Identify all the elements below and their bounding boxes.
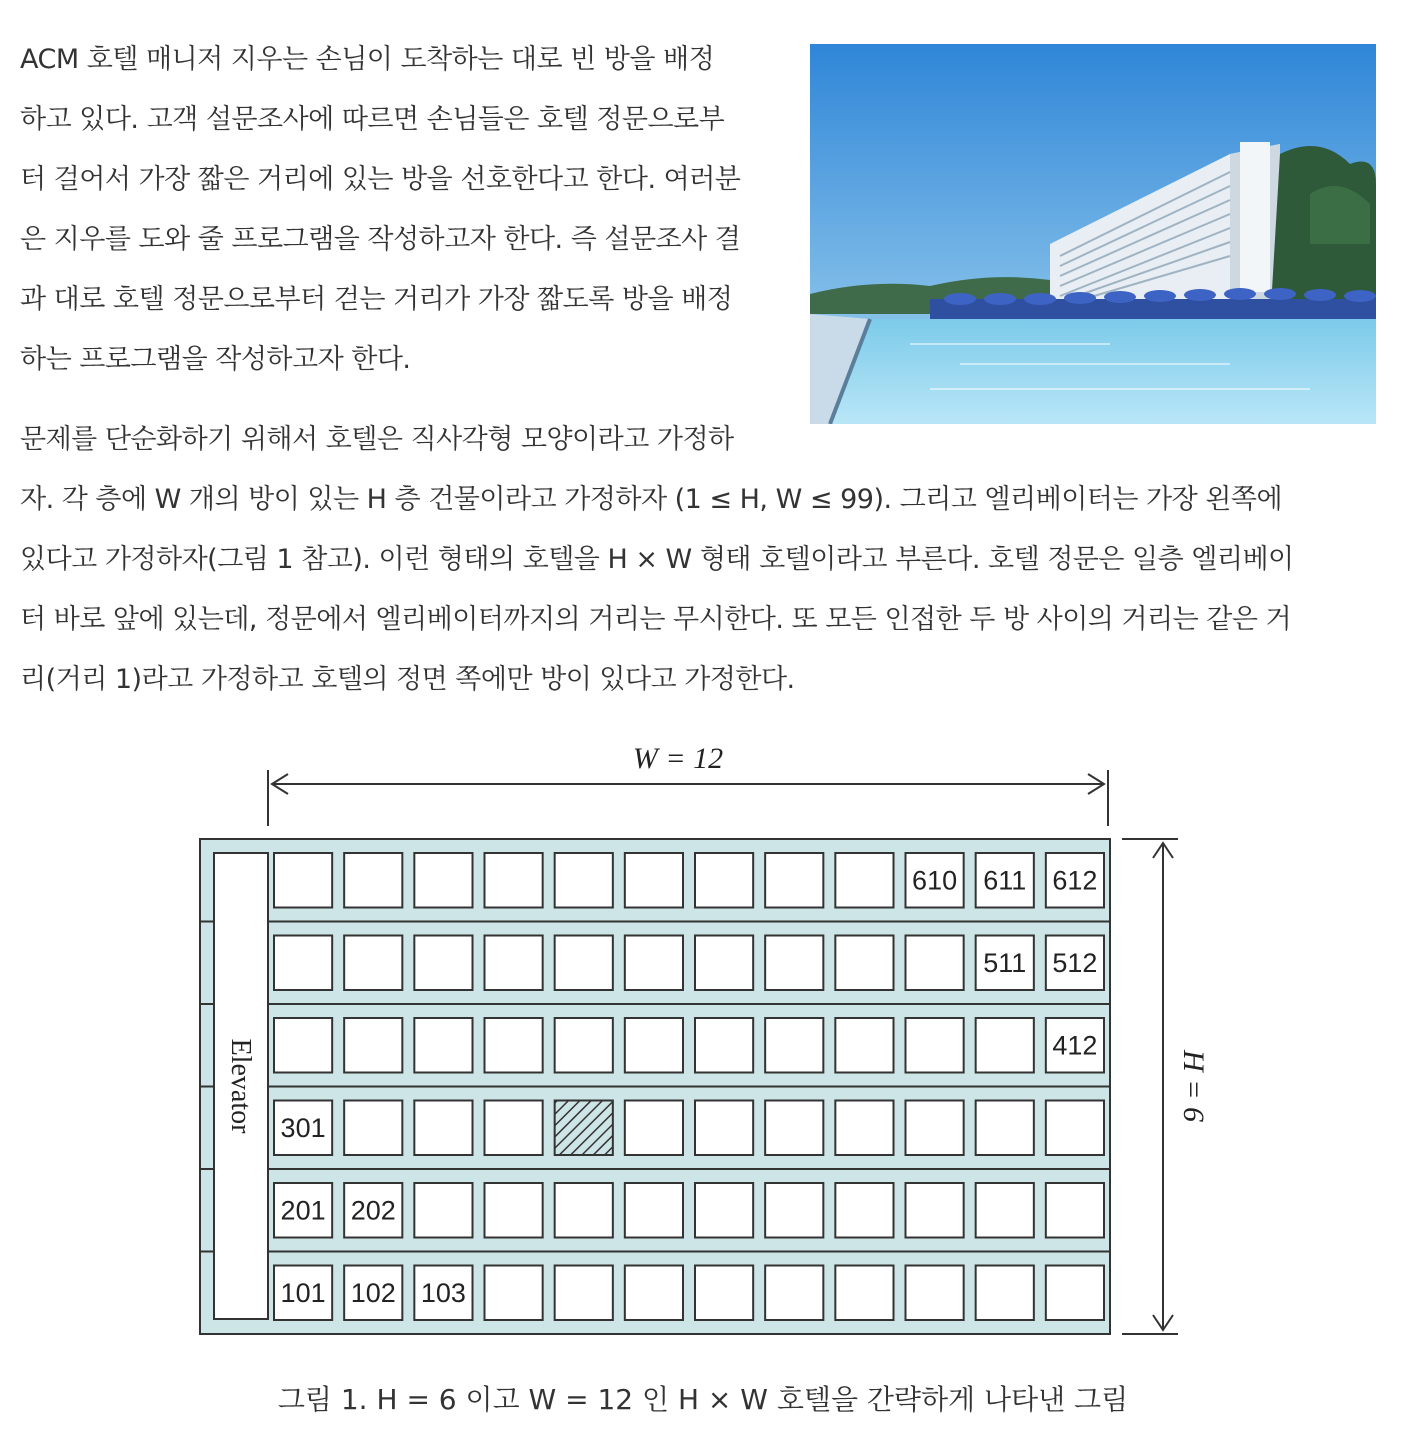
room <box>485 1183 543 1238</box>
room <box>555 1018 613 1073</box>
room <box>344 853 402 908</box>
room-number: 103 <box>420 1277 466 1308</box>
text-line: 문제를 단순화하기 위해서 호텔은 직사각형 모양이라고 가정하 <box>20 424 734 455</box>
elevator-label: Elevator <box>225 1038 256 1134</box>
hotel-photo <box>810 44 1376 424</box>
room <box>344 1101 402 1156</box>
room <box>274 936 332 991</box>
text-line: 하는 프로그램을 작성하고자 한다. <box>20 344 411 375</box>
room <box>695 1018 753 1073</box>
room <box>625 936 683 991</box>
room <box>1046 1266 1104 1321</box>
room-number: 512 <box>1052 947 1098 978</box>
room <box>695 853 753 908</box>
text-line: 리(거리 1)라고 가정하고 호텔의 정면 쪽에만 방이 있다고 가정한다. <box>20 664 795 695</box>
room <box>274 1018 332 1073</box>
room <box>625 853 683 908</box>
room <box>274 853 332 908</box>
text-line: ACM 호텔 매니저 지우는 손님이 도착하는 대로 빈 방을 배정 <box>20 44 715 75</box>
room <box>765 1266 823 1321</box>
room <box>695 1183 753 1238</box>
text-line: 터 바로 앞에 있는데, 정문에서 엘리베이터까지의 거리는 무시한다. 또 모든 인접한 두 방 사이의 거리는 같은 거 <box>20 604 1292 635</box>
room-number: 612 <box>1052 865 1098 896</box>
hotel-diagram-svg <box>180 730 1220 1350</box>
room <box>695 1266 753 1321</box>
text-line: 터 걸어서 가장 짧은 거리에 있는 방을 선호한다고 한다. 여러분 <box>20 164 741 195</box>
room <box>414 936 472 991</box>
room <box>625 1183 683 1238</box>
room <box>414 1018 472 1073</box>
room <box>344 1018 402 1073</box>
room <box>835 853 893 908</box>
room <box>976 1018 1034 1073</box>
room <box>906 1183 964 1238</box>
room <box>1046 1183 1104 1238</box>
room <box>625 1101 683 1156</box>
room <box>555 936 613 991</box>
room-number: 202 <box>350 1195 396 1226</box>
room-number: 101 <box>280 1277 326 1308</box>
intro-paragraph <box>20 30 800 390</box>
room <box>835 1018 893 1073</box>
room <box>555 1183 613 1238</box>
room <box>835 1266 893 1321</box>
room <box>1046 1101 1104 1156</box>
room <box>765 1101 823 1156</box>
room <box>625 1266 683 1321</box>
text-line: 하고 있다. 고객 설문조사에 따르면 손님들은 호텔 정문으로부 <box>20 104 725 135</box>
room <box>976 1101 1034 1156</box>
room <box>835 1101 893 1156</box>
room <box>485 1101 543 1156</box>
text-line: 자. 각 층에 W 개의 방이 있는 H 층 건물이라고 가정하자 (1 ≤ H, W ≤ 99). 그리고 엘리베이터는 가장 왼쪽에 <box>20 484 1283 515</box>
figure-caption: 그림 1. H = 6 이고 W = 12 인 H × W 호텔을 간략하게 나타낸 그림 <box>277 1383 1129 1416</box>
room <box>485 1266 543 1321</box>
room <box>835 1183 893 1238</box>
room <box>555 853 613 908</box>
room-occupied-hatched <box>555 1101 613 1156</box>
room <box>765 1018 823 1073</box>
room-number: 102 <box>350 1277 396 1308</box>
room <box>765 936 823 991</box>
room <box>555 1266 613 1321</box>
text-line: 은 지우를 도와 줄 프로그램을 작성하고자 한다. 즉 설문조사 결 <box>20 224 741 255</box>
room <box>765 853 823 908</box>
text-line: 과 대로 호텔 정문으로부터 걷는 거리가 가장 짧도록 방을 배정 <box>20 284 733 315</box>
text-line: 있다고 가정하자(그림 1 참고). 이런 형태의 호텔을 H × W 형태 호텔이라고 부른다. 호텔 정문은 일층 엘리베이 <box>20 544 1294 575</box>
room <box>414 1101 472 1156</box>
room-number: 610 <box>912 865 958 896</box>
room <box>414 853 472 908</box>
room <box>485 936 543 991</box>
room-number: 301 <box>280 1112 326 1143</box>
room <box>485 1018 543 1073</box>
room-number: 412 <box>1052 1030 1098 1061</box>
room-number: 201 <box>280 1195 326 1226</box>
room <box>976 1266 1034 1321</box>
height-dimension <box>1122 839 1210 1334</box>
room <box>906 1018 964 1073</box>
room <box>625 1018 683 1073</box>
room <box>344 936 402 991</box>
room <box>906 1101 964 1156</box>
room <box>695 936 753 991</box>
room <box>906 1266 964 1321</box>
room <box>976 1183 1034 1238</box>
room <box>414 1183 472 1238</box>
room <box>765 1183 823 1238</box>
width-label: W = 12 <box>632 742 724 775</box>
width-dimension <box>268 742 1108 826</box>
room <box>906 936 964 991</box>
problem-paragraph <box>20 410 1390 710</box>
hotel-diagram <box>180 730 1220 1354</box>
room <box>485 853 543 908</box>
room-number: 611 <box>983 865 1027 896</box>
room-number: 511 <box>983 947 1027 978</box>
room <box>695 1101 753 1156</box>
room <box>835 936 893 991</box>
height-label: H = 6 <box>1177 1050 1210 1122</box>
hotel-photo-illustration <box>810 44 1376 424</box>
